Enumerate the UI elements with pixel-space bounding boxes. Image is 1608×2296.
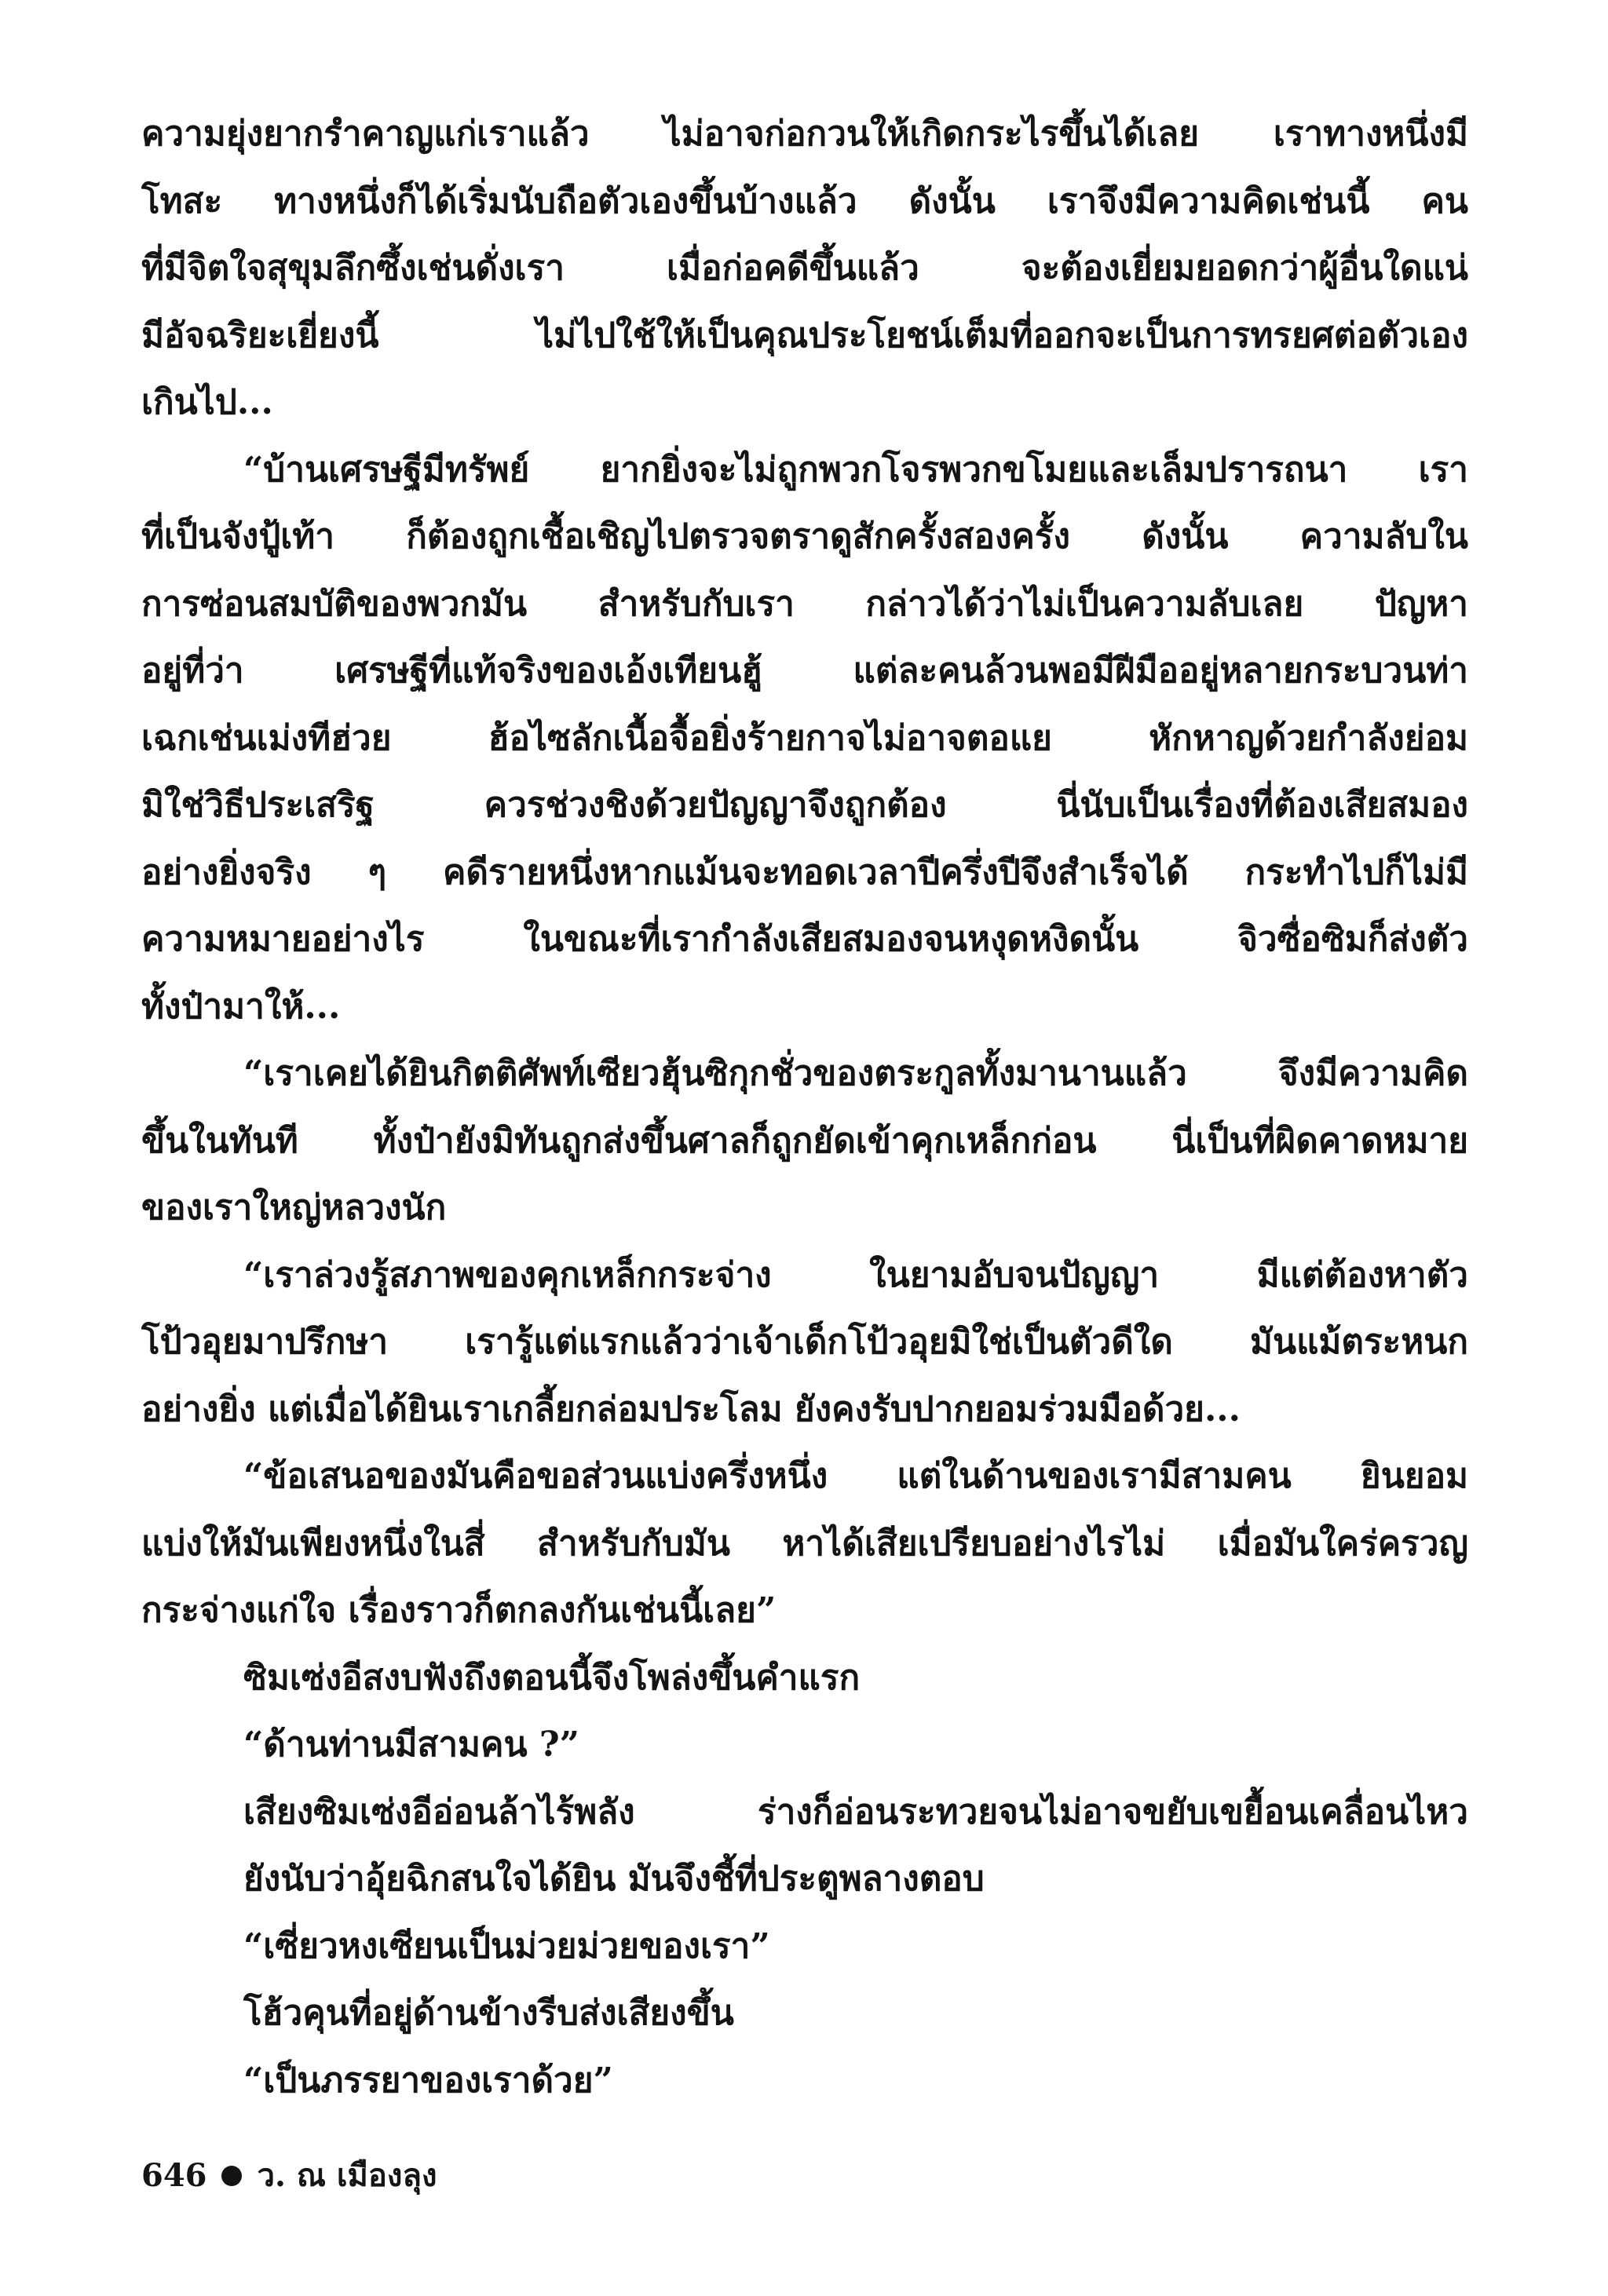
text-line: เฉกเช่นเม่งทีฮ่วย ฮ้อไซลักเนื้อจื้อยิ่งร้ายกาจไม่อาจตอแย หักหาญด้วยกำลังย่อม [141,717,1468,758]
text-line: โป้วอุยมาปรึกษา เรารู้แต่แรกแล้วว่าเจ้าเด็กโป้วอุยมิใช่เป็นตัวดีใด มันแม้ตระหนก [141,1322,1468,1362]
text-line: ความหมายอย่างไร ในขณะที่เรากำลังเสียสมองจนหงุดหงิดนั้น จิวซื่อซิมก็ส่งตัว [141,919,1468,959]
text-line: “เป็นภรรยาของเราด้วย” [243,2060,613,2101]
text-line: แบ่งให้มันเพียงหนึ่งในสี่ สำหรับกับมัน หาได้เสียเปรียบอย่างไรไม่ เมื่อมันใคร่ครวญ [141,1523,1468,1564]
text-line: เสียงซิมเซ่งอีอ่อนล้าไร้พลัง ร่างก็อ่อนระทวยจนไม่อาจขยับเขยื้อนเคลื่อนไหว [243,1791,1468,1832]
text-line: ซิมเซ่งอีสงบฟังถึงตอนนี้จึงโพล่งขึ้นคำแรก [243,1657,861,1698]
text-line: อยู่ที่ว่า เศรษฐีที่แท้จริงของเอ้งเทียนฮู้ แต่ละคนล้วนพอมีฝีมืออยู่หลายกระบวนท่า [141,651,1468,691]
text-line: โฮ้วคุนที่อยู่ด้านข้างรีบส่งเสียงขึ้น [243,1993,734,2033]
text-line: “เราเคยได้ยินกิตติศัพท์เซียวฮุ้นซิกุกชั่วของตระกูลทั้งมานานแล้ว จึงมีความคิด [243,1053,1468,1093]
text-line: มิใช่วิธีประเสริฐ ควรช่วงชิงด้วยปัญญาจึงถูกต้อง นี่นับเป็นเรื่องที่ต้องเสียสมอง [141,785,1468,825]
author-name: ว. ณ เมืองลุง [257,2157,437,2194]
text-line: ขึ้นในทันที ทั้งป๋ายังมิทันถูกส่งขึ้นศาลก็ถูกยัดเข้าคุกเหล็กก่อน นี่เป็นที่ผิดคาดหมาย [141,1120,1468,1161]
text-line: โทสะ ทางหนึ่งก็ได้เริ่มนับถือตัวเองขึ้นบ้างแล้ว ดังนั้น เราจึงมีความคิดเช่นนี้ คน [141,181,1468,221]
text-line: อย่างยิ่ง แต่เมื่อได้ยินเราเกลี้ยกล่อมประโลม ยังคงรับปากยอมร่วมมือด้วย... [141,1389,1241,1429]
text-line: ของเราใหญ่หลวงนัก [141,1188,447,1228]
text-line: ยังนับว่าอุ้ยฉิกสนใจได้ยิน มันจึงชี้ที่ประตูพลางตอบ [243,1859,985,1899]
text-line: “เซี่ยวหงเซียนเป็นม่วยม่วยของเรา” [243,1926,770,1966]
bullet-icon [221,2166,242,2186]
text-line: “เราล่วงรู้สภาพของคุกเหล็กกระจ่าง ในยามอับจนปัญญา มีแต่ต้องหาตัว [243,1254,1468,1295]
text-line: ทั้งป๋ามาให้... [141,986,341,1027]
text-line: มีอัจฉริยะเยี่ยงนี้ ไม่ไปใช้ให้เป็นคุณประโยชน์เต็มที่ออกจะเป็นการทรยศต่อตัวเอง [141,315,1468,356]
body-text [141,100,1468,2114]
page-number: 646 [141,2157,207,2194]
text-line: “ข้อเสนอของมันคือขอส่วนแบ่งครึ่งหนึ่ง แต่ในด้านของเรามีสามคน ยินยอม [243,1456,1468,1496]
text-line: กระจ่างแก่ใจ เรื่องราวก็ตกลงกันเช่นนี้เลย” [141,1590,777,1630]
text-line: ที่มีจิตใจสุขุมลึกซึ้งเช่นดั่งเรา เมื่อก่อคดีขึ้นแล้ว จะต้องเยี่ยมยอดกว่าผู้อื่นใดแน่ [141,248,1468,288]
text-line: “ด้านท่านมีสามคน ?” [243,1725,579,1765]
page-footer [141,2152,437,2199]
text-line: เกินไป... [141,382,273,422]
text-line: อย่างยิ่งจริง ๆ คดีรายหนึ่งหากแม้นจะทอดเวลาปีครึ่งปีจึงสำเร็จได้ กระทำไปก็ไม่มี [141,852,1468,892]
text-line: “บ้านเศรษฐีมีทรัพย์ ยากยิ่งจะไม่ถูกพวกโจรพวกขโมยและเล็มปรารถนา เรา [243,449,1468,490]
text-line: ที่เป็นจังปู้เท้า ก็ต้องถูกเชื้อเชิญไปตรวจตราดูสักครั้งสองครั้ง ดังนั้น ความลับใน [141,517,1468,557]
text-line: การซ่อนสมบัติของพวกมัน สำหรับกับเรา กล่าวได้ว่าไม่เป็นความลับเลย ปัญหา [141,583,1468,624]
text-line: ความยุ่งยากรำคาญแก่เราแล้ว ไม่อาจก่อกวนให้เกิดกระไรขึ้นได้เลย เราทางหนึ่งมี [141,114,1468,154]
